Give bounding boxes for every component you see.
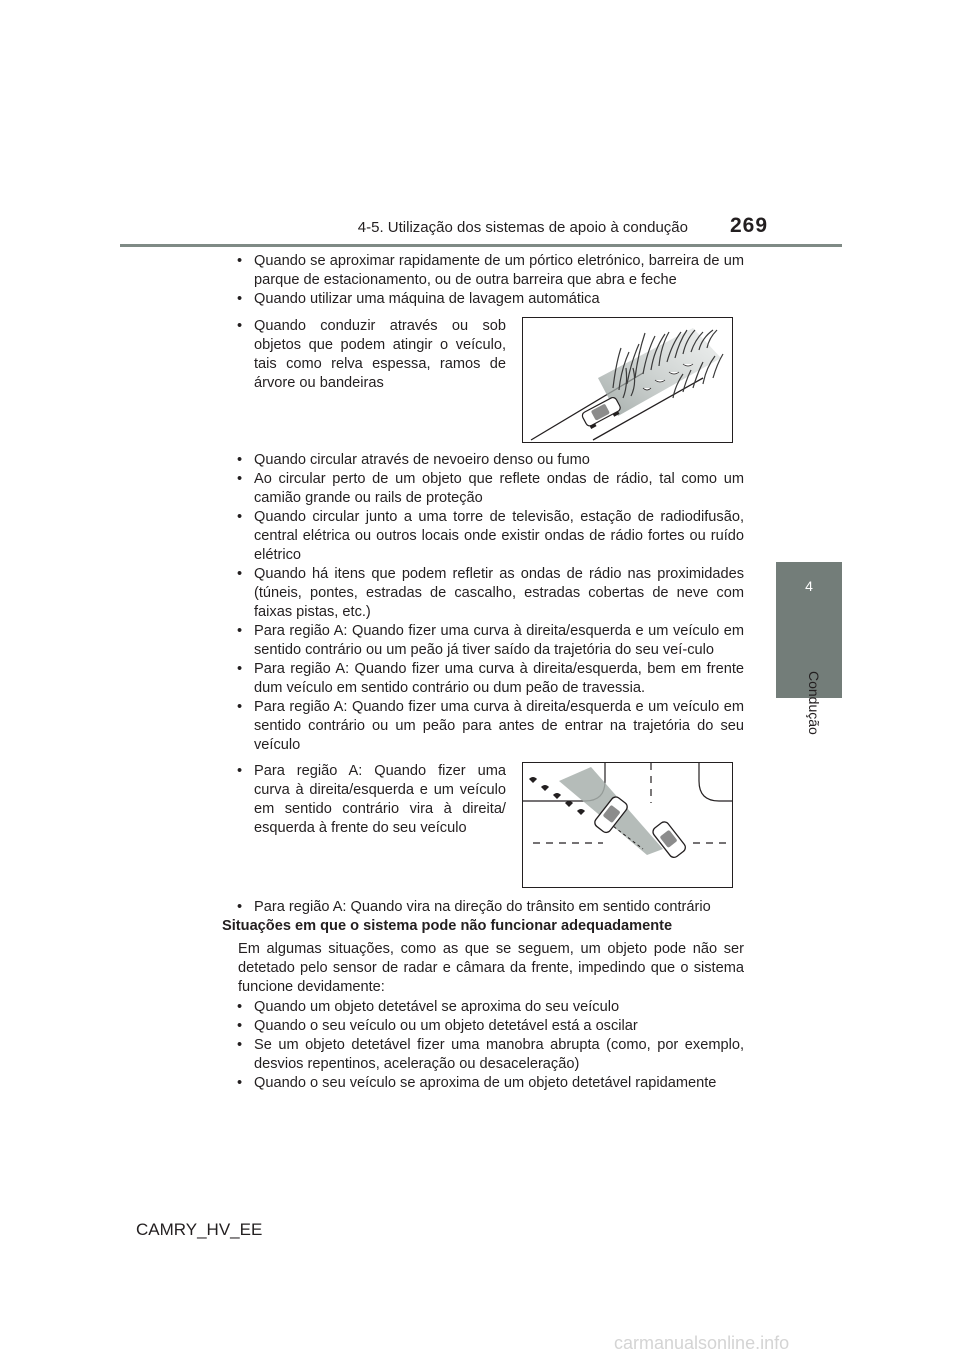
list-item: • Quando circular junto a uma torre de televisão, estação de radiodifusão, central elétrica ou outros locais onde existir ondas de rádio fortes ou ruído elétrico bbox=[234, 508, 744, 565]
list-item: • Para região A: Quando fizer uma curva à direita/esquerda e um veículo em sentido contrário ou um peão já tiver saído da trajetória do seu veí-culo bbox=[234, 622, 744, 660]
list-item: • Quando se aproximar rapidamente de um pórtico eletrónico, barreira de um parque de estacionamento, ou de outra barreira que abra e feche bbox=[234, 252, 744, 290]
chapter-label-container bbox=[791, 634, 841, 735]
list-item: • Quando o seu veículo se aproxima de um objeto detetável rapidamente bbox=[234, 1074, 744, 1093]
list-item: • Para região A: Quando fizer uma curva à direita/esquerda e um veículo em sentido contrário vira à direita/ esquerda à frente do seu veículo bbox=[234, 762, 506, 838]
figure2-caption bbox=[234, 762, 506, 838]
section-heading: Situações em que o sistema pode não funcionar adequadamente bbox=[222, 918, 673, 934]
list-item: • Para região A: Quando fizer uma curva à direita/esquerda e um veículo em sentido contrário ou um peão para antes de entrar na trajetória do seu veículo bbox=[234, 698, 744, 755]
car-grass-radar-icon bbox=[523, 318, 732, 442]
list-item: • Quando o seu veículo ou um objeto detetável está a oscilar bbox=[234, 1017, 744, 1036]
intersection-turn-illustration bbox=[522, 762, 733, 888]
car-grass-radar-illustration bbox=[522, 317, 733, 443]
header-divider bbox=[120, 244, 842, 247]
bullet-list-top bbox=[234, 252, 744, 309]
list-item: • Para região A: Quando vira na direção do trânsito em sentido contrário bbox=[234, 898, 744, 917]
figure1-caption bbox=[234, 317, 506, 393]
watermark: carmanualsonline.info bbox=[614, 1333, 790, 1353]
bullet-list-section bbox=[234, 998, 744, 1093]
list-item: • Quando um objeto detetável se aproxima do seu veículo bbox=[234, 998, 744, 1017]
list-item: • Ao circular perto de um objeto que reflete ondas de rádio, tal como um camião grande ou rails de proteção bbox=[234, 470, 744, 508]
section-intro: Em algumas situações, como as que se seguem, um objeto pode não ser detetado pelo sensor de radar e câmara da frente, impedindo que o sistema funcione devidamente: bbox=[238, 941, 744, 995]
list-item: • Para região A: Quando fizer uma curva à direita/esquerda, bem em frente dum veículo em sentido contrário ou dum peão de travessia. bbox=[234, 660, 744, 698]
list-item: • Quando circular através de nevoeiro denso ou fumo bbox=[234, 451, 744, 470]
bullet-list-middle bbox=[234, 451, 744, 755]
model-code: CAMRY_HV_EE bbox=[136, 1220, 263, 1239]
list-item: • Quando há itens que podem refletir as ondas de rádio nas proximidades (túneis, pontes, estradas de cascalho, estradas cobertas de neve com faixas pistas, etc.) bbox=[234, 565, 744, 622]
chapter-label: Condução bbox=[806, 671, 822, 735]
page-number: 269 bbox=[730, 214, 769, 237]
bullet-after-figure2 bbox=[234, 898, 744, 917]
chapter-number: 4 bbox=[805, 578, 813, 594]
list-item: • Quando utilizar uma máquina de lavagem automática bbox=[234, 290, 744, 309]
section-title: 4-5. Utilização dos sistemas de apoio à condução bbox=[357, 219, 688, 236]
list-item: • Se um objeto detetável fizer uma manobra abrupta (como, por exemplo, desvios repentinos, aceleração ou desaceleração) bbox=[234, 1036, 744, 1074]
list-item: • Quando conduzir através ou sob objetos que podem atingir o veículo, tais como relva espessa, ramos de árvore ou bandeiras bbox=[234, 317, 506, 393]
intersection-turn-icon bbox=[523, 763, 732, 887]
